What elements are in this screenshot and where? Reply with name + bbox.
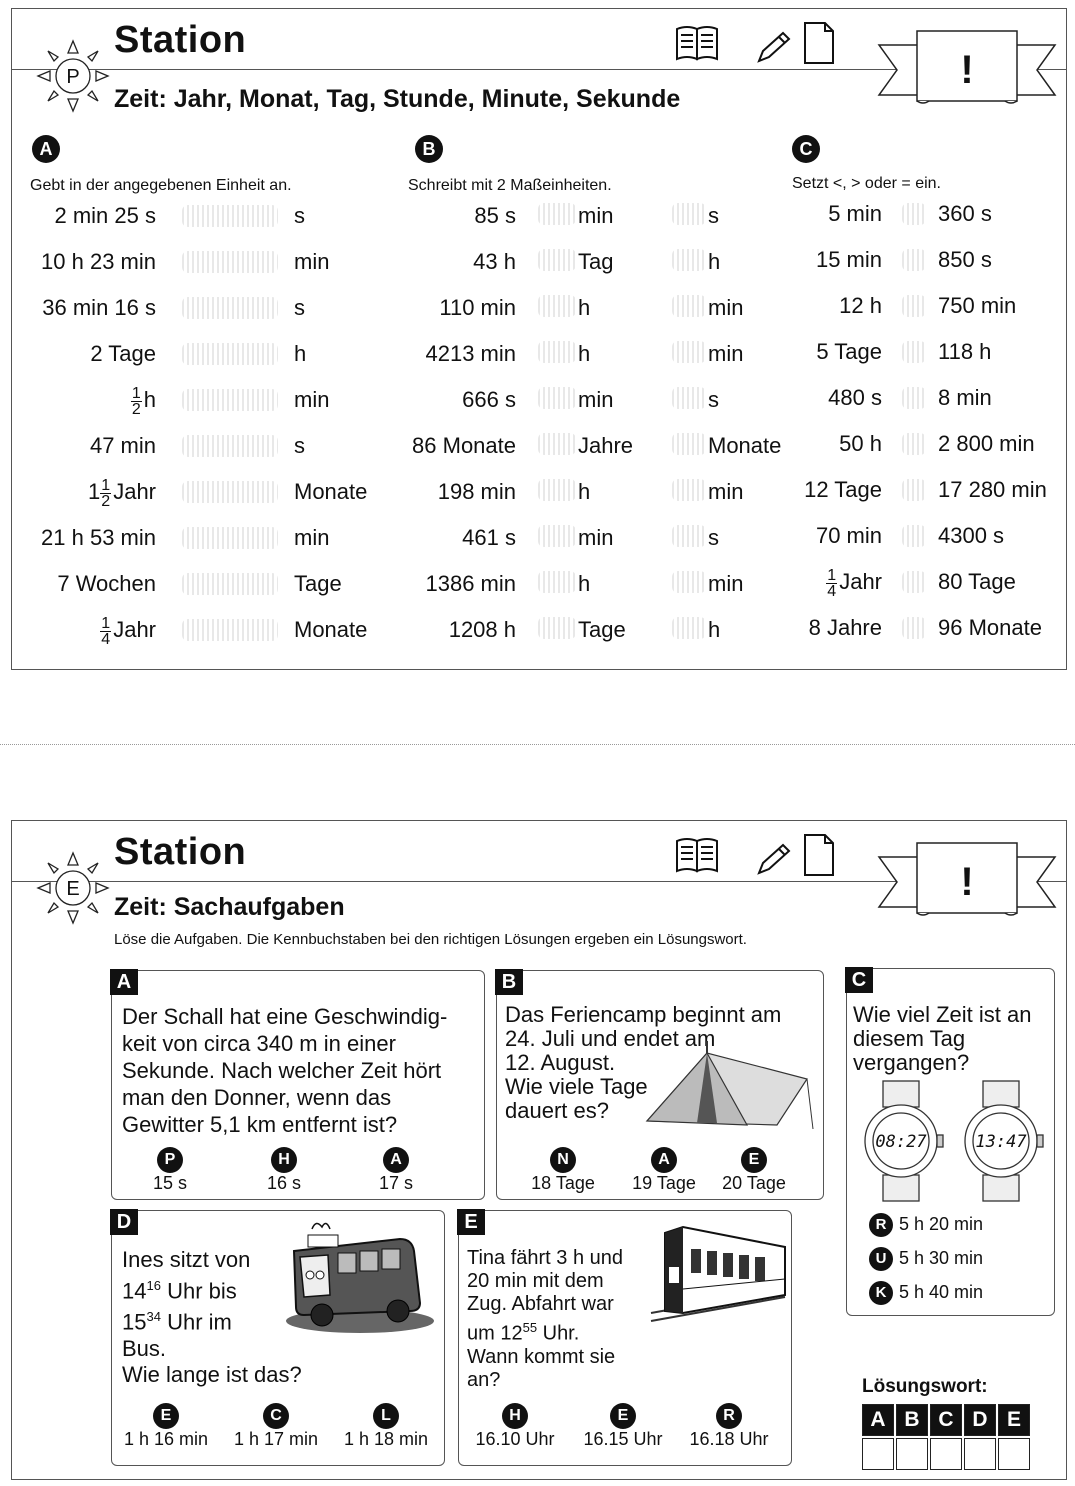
target-unit: Tage [294, 571, 342, 596]
right-value: 2 800 min [938, 431, 1035, 456]
left-value: 70 min [815, 523, 882, 548]
denominator: 2 [101, 492, 111, 510]
worktype-icons [675, 21, 835, 65]
right-value: 96 Monate [938, 615, 1042, 640]
unit-1: h [578, 479, 591, 504]
task-a-label: A [110, 969, 138, 995]
unit-1: h [578, 295, 591, 320]
task-b-line: 12. August. [505, 1050, 616, 1075]
task-a-line: Sekunde. Nach welcher Zeit hört [122, 1058, 442, 1083]
given-value: 43 h [473, 249, 516, 274]
denominator: 2 [131, 400, 141, 418]
numerator: 1 [101, 614, 111, 632]
task-e-box [458, 1210, 792, 1466]
option-key: L [373, 1403, 399, 1429]
given-value: 1386 min [425, 571, 516, 596]
option-key: R [716, 1403, 742, 1429]
option-key: K [869, 1281, 893, 1305]
right-value: 750 min [938, 293, 1017, 318]
numerator: 1 [827, 566, 837, 584]
solution-letter-e: E [998, 1404, 1030, 1436]
option-e[interactable] [116, 1403, 216, 1450]
target-unit: s [294, 433, 305, 458]
task-b-line: Das Feriencamp beginnt am [505, 1002, 782, 1027]
task-c-line: Wie viel Zeit ist an [853, 1002, 1032, 1027]
watch-time-1: 08:27 [875, 1132, 927, 1152]
task-e-line: Wann kommt sie [467, 1345, 616, 1368]
task-d-box [111, 1210, 445, 1466]
comparison-field[interactable] [902, 617, 926, 639]
given-value [12, 477, 156, 509]
answer-field[interactable] [538, 525, 576, 547]
given-value: 36 min 16 s [42, 295, 156, 320]
answer-field[interactable] [672, 617, 706, 639]
task-d-line: Bus. [122, 1335, 167, 1361]
task-e-text [467, 1247, 623, 1392]
station-title: Station [114, 19, 247, 61]
task-c-line: vergangen? [853, 1050, 970, 1075]
solution-letter-c: C [930, 1404, 962, 1436]
left-value: 5 min [828, 201, 882, 226]
answer-field[interactable] [182, 481, 278, 503]
target-unit: Monate [294, 479, 368, 504]
answer-field[interactable] [538, 387, 576, 409]
left-value: 480 s [828, 385, 882, 410]
fraction-unit: Jahr [113, 479, 156, 504]
task-d-line: Wie lange ist das? [122, 1361, 302, 1387]
left-value: 15 min [815, 247, 882, 272]
watch-time-2: 13:47 [975, 1132, 1027, 1152]
unit-2: h [708, 249, 721, 274]
option-key: R [869, 1213, 893, 1237]
numerator: 1 [101, 476, 111, 494]
fraction-unit: Jahr [839, 569, 882, 594]
unit-1: h [578, 571, 591, 596]
right-value: 850 s [938, 247, 992, 272]
unit-1: Tag [578, 249, 614, 274]
task-a-text [122, 1003, 447, 1138]
fraction-unit: h [143, 387, 156, 412]
task-a-line: Gewitter 5,1 km entfernt ist? [122, 1112, 398, 1137]
section-c-instruction: Setzt <, > oder = ein. [792, 175, 941, 192]
answer-field[interactable] [538, 249, 576, 271]
station-subtitle: Zeit: Jahr, Monat, Tag, Stunde, Minute, Sekunde [114, 85, 681, 113]
task-a-box [111, 970, 485, 1200]
option-key: E [153, 1403, 179, 1429]
task-instruction: Löse die Aufgaben. Die Kennbuchstaben bei den richtigen Lösungen ergeben ein Lösungswort. [114, 931, 747, 948]
task-d-line: $15^{34}$ Uhr im [122, 1309, 232, 1335]
comparison-field[interactable] [902, 341, 926, 363]
task-d-label: D [110, 1209, 138, 1235]
left-value: 12 Tage [804, 477, 882, 502]
target-unit: s [294, 295, 305, 320]
task-d-line: $14^{16}$ Uhr bis [122, 1278, 237, 1304]
unit-2: h [708, 617, 721, 642]
answer-field[interactable] [672, 203, 706, 225]
option-e[interactable] [571, 1403, 675, 1450]
fraction [100, 616, 111, 647]
answer-field[interactable] [182, 527, 278, 549]
answer-field[interactable] [538, 295, 576, 317]
comparison-field[interactable] [902, 387, 926, 409]
left-value: 50 h [839, 431, 882, 456]
option-c[interactable] [226, 1403, 326, 1450]
option-answer: 18 Tage [531, 1173, 595, 1193]
task-e-line: um $12^{55}$ Uhr. [467, 1320, 580, 1345]
given-value: 198 min [437, 479, 516, 504]
given-value: 21 h 53 min [41, 525, 156, 550]
station-letter: E [66, 878, 80, 900]
answer-field[interactable] [538, 617, 576, 639]
solution-letter-a: A [862, 1404, 894, 1436]
unit-1: Tage [578, 617, 626, 642]
station-letter: P [66, 66, 80, 88]
exclamation-icon: ! [960, 860, 974, 904]
watches-illustration [857, 1079, 1047, 1203]
fraction-value [826, 566, 882, 600]
task-c-label: C [845, 967, 873, 993]
section-a-instruction: Gebt in der angegebenen Einheit an. [30, 177, 292, 194]
station-subtitle: Zeit: Sachaufgaben [114, 893, 345, 921]
right-value: 8 min [938, 385, 992, 410]
task-b-line: dauert es? [505, 1098, 609, 1123]
answer-field[interactable] [672, 525, 706, 547]
task-a-line: man den Donner, wenn das [122, 1085, 392, 1110]
comparison-field[interactable] [902, 433, 926, 455]
answer-field[interactable] [182, 297, 278, 319]
fraction-value [88, 476, 156, 510]
option-answer: 5 h 40 min [899, 1281, 984, 1302]
task-a-line: Der Schall hat eine Geschwindig- [122, 1004, 448, 1029]
comparison-field[interactable] [902, 203, 926, 225]
given-value: 461 s [462, 525, 516, 550]
task-e-line: an? [467, 1368, 501, 1391]
answer-field[interactable] [182, 573, 278, 595]
option-r[interactable] [869, 1213, 983, 1237]
section-b-instruction: Schreibt mit 2 Maßeinheiten. [408, 177, 612, 194]
right-value: 360 s [938, 201, 992, 226]
option-answer: 19 Tage [632, 1173, 696, 1193]
solution-input-cell[interactable] [862, 1438, 894, 1470]
unit-1: Jahre [578, 433, 634, 458]
answer-field[interactable] [182, 389, 278, 411]
option-answer: 17 s [378, 1173, 414, 1193]
answer-field[interactable] [538, 433, 576, 455]
target-unit: min [294, 525, 330, 550]
right-value: 4300 s [938, 523, 1005, 548]
task-e-line: 20 min mit dem [467, 1270, 604, 1292]
fraction-value [100, 614, 156, 648]
option-answer: 16 s [266, 1173, 302, 1193]
option-r[interactable] [677, 1403, 781, 1450]
answer-field[interactable] [538, 479, 576, 501]
fraction [131, 386, 142, 417]
comparison-field[interactable] [902, 295, 926, 317]
left-value: 8 Jahre [808, 615, 882, 640]
denominator: 4 [101, 630, 111, 648]
task-b-box [496, 970, 824, 1200]
option-answer: 5 h 20 min [899, 1213, 984, 1234]
task-b-label: B [495, 969, 523, 995]
answer-field[interactable] [672, 249, 706, 271]
unit-1: h [578, 341, 591, 366]
answer-field[interactable] [182, 251, 278, 273]
option-p[interactable] [148, 1147, 192, 1194]
unit-1: min [578, 203, 614, 228]
option-key: A [651, 1147, 677, 1173]
unit-2: min [708, 479, 744, 504]
train-illustration [647, 1219, 787, 1329]
bus-illustration [282, 1217, 440, 1337]
option-u[interactable] [869, 1247, 983, 1271]
unit-2: min [708, 295, 744, 320]
section-c-badge: C [792, 135, 820, 163]
right-value: 17 280 min [938, 477, 1047, 502]
fraction-whole: 1 [88, 479, 101, 504]
right-value: 80 Tage [938, 569, 1016, 594]
given-value: 2 Tage [90, 341, 156, 366]
left-value [792, 567, 882, 599]
right-value: 118 h [938, 339, 992, 364]
unit-2: s [708, 525, 719, 550]
given-value: 85 s [474, 203, 516, 228]
option-answer: 16.15 Uhr [583, 1429, 663, 1449]
left-value: 12 h [839, 293, 882, 318]
denominator: 4 [827, 582, 837, 600]
section-a-badge: A [32, 135, 60, 163]
task-b-line: Wie viele Tage [505, 1074, 648, 1099]
fraction-unit: Jahr [113, 617, 156, 642]
option-key: E [610, 1403, 636, 1429]
comparison-field[interactable] [902, 249, 926, 271]
given-value: 10 h 23 min [41, 249, 156, 274]
given-value: 7 Wochen [57, 571, 156, 596]
worktype-icons [675, 833, 835, 877]
target-unit: min [294, 387, 330, 412]
option-l[interactable] [336, 1403, 436, 1450]
solution-letter-d: D [964, 1404, 996, 1436]
answer-field[interactable] [538, 341, 576, 363]
section-b-badge: B [415, 135, 443, 163]
pencil-icon [759, 33, 789, 61]
cut-line [0, 744, 1075, 745]
task-b-line: 24. Juli und endet am [505, 1026, 716, 1051]
answer-field[interactable] [672, 295, 706, 317]
option-a[interactable] [374, 1147, 418, 1194]
book-icon [677, 839, 717, 871]
answer-field[interactable] [672, 387, 706, 409]
answer-field[interactable] [182, 619, 278, 641]
solution-input-cell[interactable] [964, 1438, 996, 1470]
task-d-text [122, 1247, 302, 1388]
unit-1: min [578, 525, 614, 550]
comparison-field[interactable] [902, 571, 926, 593]
given-value: 86 Monate [412, 433, 516, 458]
given-value: 4213 min [425, 341, 516, 366]
option-answer: 1 h 16 min [123, 1429, 209, 1449]
sun-icon [34, 849, 112, 927]
solution-letter-b: B [896, 1404, 928, 1436]
option-answer: 20 Tage [722, 1173, 786, 1193]
option-key: P [157, 1147, 183, 1173]
comparison-field[interactable] [902, 479, 926, 501]
target-unit: h [294, 341, 307, 366]
answer-field[interactable] [672, 571, 706, 593]
unit-2: Monate [708, 433, 782, 458]
target-unit: Monate [294, 617, 368, 642]
exclamation-icon: ! [960, 48, 974, 92]
given-value: 47 min [89, 433, 156, 458]
option-e[interactable] [709, 1147, 799, 1194]
banner-ribbon [877, 837, 1057, 927]
unit-2: s [708, 387, 719, 412]
option-n[interactable] [521, 1147, 605, 1194]
option-key: E [741, 1147, 767, 1173]
option-key: H [502, 1403, 528, 1429]
given-value: 1208 h [448, 617, 516, 642]
sun-icon [34, 37, 112, 115]
option-key: A [383, 1147, 409, 1173]
given-value [12, 615, 156, 647]
book-icon [677, 27, 717, 59]
task-e-line: Tina fährt 3 h und [467, 1247, 624, 1269]
fraction-value [131, 384, 156, 418]
solution-word-label: Lösungswort: [862, 1376, 988, 1397]
solution-input-cell[interactable] [998, 1438, 1030, 1470]
option-h[interactable] [463, 1403, 567, 1450]
document-icon [805, 23, 833, 63]
option-key: U [869, 1247, 893, 1271]
option-answer: 16.18 Uhr [689, 1429, 769, 1449]
option-key: H [271, 1147, 297, 1173]
task-a-line: keit von circa 340 m in einer [122, 1031, 396, 1056]
document-icon [805, 835, 833, 875]
unit-2: s [708, 203, 719, 228]
task-d-line: Ines sitzt von [122, 1247, 251, 1272]
answer-field[interactable] [672, 433, 706, 455]
option-key: C [263, 1403, 289, 1429]
fraction [826, 568, 837, 599]
given-value: 666 s [462, 387, 516, 412]
task-c-line: diesem Tag [853, 1026, 966, 1051]
answer-field[interactable] [182, 435, 278, 457]
option-h[interactable] [262, 1147, 306, 1194]
station-title: Station [114, 831, 247, 873]
solution-input-cell[interactable] [930, 1438, 962, 1470]
solution-input-cell[interactable] [896, 1438, 928, 1470]
task-c-box [846, 968, 1055, 1316]
banner-ribbon [877, 25, 1057, 115]
answer-field[interactable] [182, 343, 278, 365]
answer-field[interactable] [538, 203, 576, 225]
task-e-line: Zug. Abfahrt war [467, 1293, 614, 1315]
unit-2: min [708, 571, 744, 596]
target-unit: s [294, 203, 305, 228]
option-answer: 1 h 17 min [233, 1429, 319, 1449]
option-answer: 5 h 30 min [899, 1247, 984, 1268]
option-answer: 15 s [152, 1173, 188, 1193]
option-answer: 16.10 Uhr [475, 1429, 555, 1449]
option-k[interactable] [869, 1281, 983, 1305]
unit-2: min [708, 341, 744, 366]
numerator: 1 [131, 384, 141, 402]
target-unit: min [294, 249, 330, 274]
given-value [12, 385, 156, 417]
answer-field[interactable] [672, 479, 706, 501]
option-key: N [550, 1147, 576, 1173]
option-a[interactable] [619, 1147, 709, 1194]
option-answer: 1 h 18 min [343, 1429, 429, 1449]
answer-field[interactable] [538, 571, 576, 593]
fraction [100, 478, 111, 509]
given-value: 2 min 25 s [54, 203, 156, 228]
task-c-text [853, 1003, 1032, 1075]
given-value: 110 min [439, 295, 516, 320]
left-value: 5 Tage [816, 339, 882, 364]
answer-field[interactable] [672, 341, 706, 363]
answer-field[interactable] [182, 205, 278, 227]
comparison-field[interactable] [902, 525, 926, 547]
pencil-icon [759, 845, 789, 873]
unit-1: min [578, 387, 614, 412]
station-card-p [11, 8, 1067, 670]
task-e-label: E [457, 1209, 485, 1235]
tent-illustration [637, 1033, 817, 1133]
